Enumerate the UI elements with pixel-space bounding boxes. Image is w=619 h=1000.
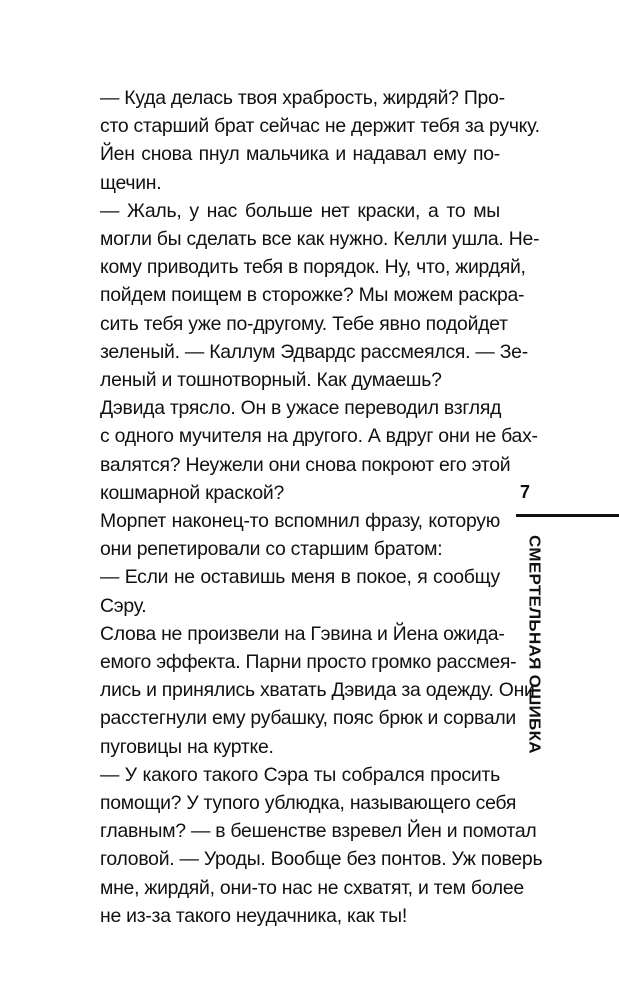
text-line: они репетировали со старшим братом: — [100, 538, 443, 561]
paragraph — [70, 394, 538, 507]
paragraph — [70, 620, 535, 761]
text-line: могли бы сделать все как нужно. Келли ушла. Не- — [100, 228, 540, 251]
text-line: — У какого такого Сэра ты собрался просить — [100, 763, 500, 786]
paragraph — [70, 84, 540, 140]
text-line: Слова не произвели на Гэвина и Йена ожида- — [100, 622, 505, 645]
text-line: расстегнули ему рубашку, пояс брюк и сорвали — [100, 707, 516, 730]
text-line: Сэру. — [100, 594, 147, 617]
text-line: мне, жирдяй, они-то нас не схватят, и тем более — [100, 876, 524, 899]
text-line: помощи? У тупого ублюдка, называющего себя — [100, 792, 517, 815]
text-line: сто старший брат сейчас не держит тебя за ручку. — [100, 115, 540, 138]
text-line: Дэвида трясло. Он в ужасе переводил взгляд — [100, 397, 502, 420]
text-line: главным? — в бешенстве взревел Йен и помотал — [100, 820, 537, 843]
text-line: емого эффекта. Парни просто громко рассмея- — [100, 651, 517, 674]
running-title: СМЕРТЕЛЬНАЯ ОШИБКА — [525, 535, 543, 754]
text-line: головой. — Уроды. Вообще без понтов. Уж поверь — [100, 848, 543, 871]
text-line: пойдем поищем в сторожке? Мы можем раскра- — [100, 284, 525, 307]
text-line: Морпет наконец-то вспомнил фразу, которую — [100, 510, 500, 533]
paragraph — [70, 140, 500, 196]
text-line: — Если не оставишь меня в покое, я сообщу — [100, 566, 500, 589]
page-divider — [516, 514, 619, 517]
text-line: лись и принялись хватать Дэвида за одежду. Они — [100, 679, 535, 702]
paragraph — [70, 197, 540, 394]
text-line: кошмарной краской? — [100, 481, 285, 504]
text-line: леный и тошнотворный. Как думаешь? — [100, 369, 442, 392]
text-line: Йен снова пнул мальчика и надавал ему по- — [100, 143, 500, 166]
paragraph — [70, 507, 500, 563]
text-line: — Жаль, у нас больше нет краски, а то мы — [100, 199, 500, 222]
text-line: зеленый. — Каллум Эдвардс рассмеялся. — Зе- — [100, 340, 528, 363]
text-line: с одного мучителя на другого. А вдруг они не бах- — [100, 425, 538, 448]
paragraph — [70, 563, 500, 619]
page-number: 7 — [520, 482, 531, 502]
text-line: не из-за такого неудачника, как ты! — [100, 904, 408, 927]
paragraph — [70, 761, 543, 930]
text-line: щечин. — [100, 171, 162, 194]
text-line: сить тебя уже по-другому. Тебе явно подойдет — [100, 312, 508, 335]
text-line: валятся? Неужели они снова покроют его этой — [100, 453, 511, 476]
text-line: пуговицы на куртке. — [100, 735, 274, 758]
text-line: кому приводить тебя в порядок. Ну, что, жирдяй, — [100, 256, 526, 279]
text-line: — Куда делась твоя храбрость, жирдяй? Про- — [100, 87, 505, 109]
